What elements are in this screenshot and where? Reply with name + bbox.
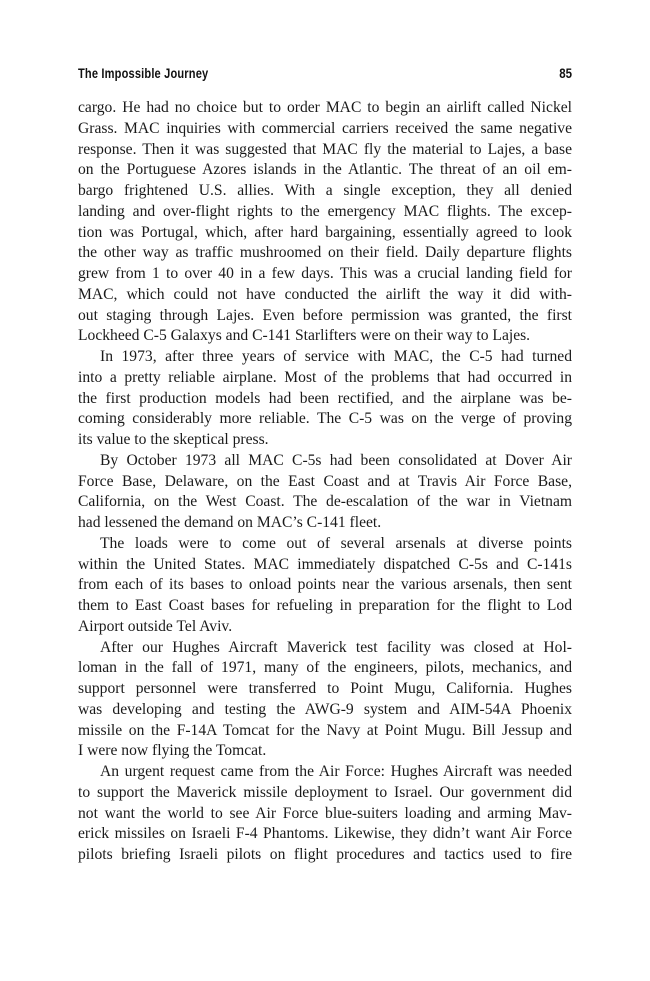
text-line: By October 1973 all MAC C-5s had been consolidated at Dover Air <box>100 451 572 469</box>
text-line: Grass. MAC inquiries with commercial carriers received the same negative <box>78 119 572 137</box>
text-line: not want the world to see Air Force blue-suiters loading and arming Mav- <box>78 804 572 822</box>
text-line: An urgent request came from the Air Force: Hughes Aircraft was needed <box>100 763 572 780</box>
text-line: had lessened the demand on MAC’s C-141 fleet. <box>78 514 382 531</box>
text-line: bargo frightened U.S. allies. With a single exception, they all denied <box>78 182 572 199</box>
page-number: 85 <box>559 66 572 81</box>
text-line: I were now flying the Tomcat. <box>78 742 267 760</box>
text-line: into a pretty reliable airplane. Most of the problems that had occurred in <box>78 368 572 386</box>
text-line: the other way as traffic mushroomed on their field. Daily departure flights <box>78 244 572 262</box>
text-line: tion was Portugal, which, after hard bargaining, essentially agreed to look <box>78 223 572 241</box>
text-line: loman in the fall of 1971, many of the engineers, pilots, mechanics, and <box>78 659 572 677</box>
text-line: support personnel were transferred to Point Mugu, California. Hughes <box>78 680 572 697</box>
text-line: within the United States. MAC immediately dispatched C-5s and C-141s <box>78 555 572 573</box>
text-line: from each of its bases to onload points near the various arsenals, then sent <box>78 576 572 594</box>
text-line: coming considerably more reliable. The C-5 was on the verge of proving <box>78 410 572 428</box>
text-line: its value to the skeptical press. <box>78 431 269 448</box>
text-line: The loads were to come out of several arsenals at diverse points <box>100 534 572 552</box>
text-line: on the Portuguese Azores islands in the Atlantic. The threat of an oil em- <box>78 161 572 179</box>
running-header <box>78 66 572 84</box>
text-line: Lockheed C-5 Galaxys and C-141 Starlifters were on their way to Lajes. <box>78 327 531 345</box>
text-line: pilots briefing Israeli pilots on flight procedures and tactics used to fire <box>78 846 572 863</box>
text-line: cargo. He had no choice but to order MAC to begin an airlift called Nickel <box>78 99 572 116</box>
text-line: erick missiles on Israeli F-4 Phantoms. Likewise, they didn’t want Air Force <box>78 825 572 843</box>
body-text <box>78 98 572 866</box>
text-line: Airport outside Tel Aviv. <box>78 617 233 635</box>
text-line: was developing and testing the AWG-9 system and AIM-54A Phoenix <box>78 700 572 718</box>
text-line: landing and over-flight rights to the emergency MAC flights. The excep- <box>78 202 572 220</box>
text-line: California, on the West Coast. The de-escalation of the war in Vietnam <box>78 493 572 511</box>
text-line: out staging through Lajes. Even before permission was granted, the first <box>78 306 572 324</box>
running-header-title: The Impossible Journey <box>78 66 209 81</box>
text-line: MAC, which could not have conducted the airlift the way it did with- <box>78 285 572 303</box>
text-line: the first production models had been rectified, and the airplane was be- <box>78 389 572 407</box>
text-line: After our Hughes Aircraft Maverick test facility was closed at Hol- <box>100 638 572 656</box>
text-line: to support the Maverick missile deployment to Israel. Our government did <box>78 783 572 801</box>
text-line: them to East Coast bases for refueling in preparation for the flight to Lod <box>78 597 572 614</box>
text-line: response. Then it was suggested that MAC fly the material to Lajes, a base <box>78 140 572 158</box>
text-line: In 1973, after three years of service with MAC, the C-5 had turned <box>100 348 572 365</box>
text-line: grew from 1 to over 40 in a few days. This was a crucial landing field for <box>78 265 572 282</box>
text-line: Force Base, Delaware, on the East Coast and at Travis Air Force Base, <box>78 472 572 490</box>
text-line: missile on the F-14A Tomcat for the Navy at Point Mugu. Bill Jessup and <box>78 721 572 739</box>
